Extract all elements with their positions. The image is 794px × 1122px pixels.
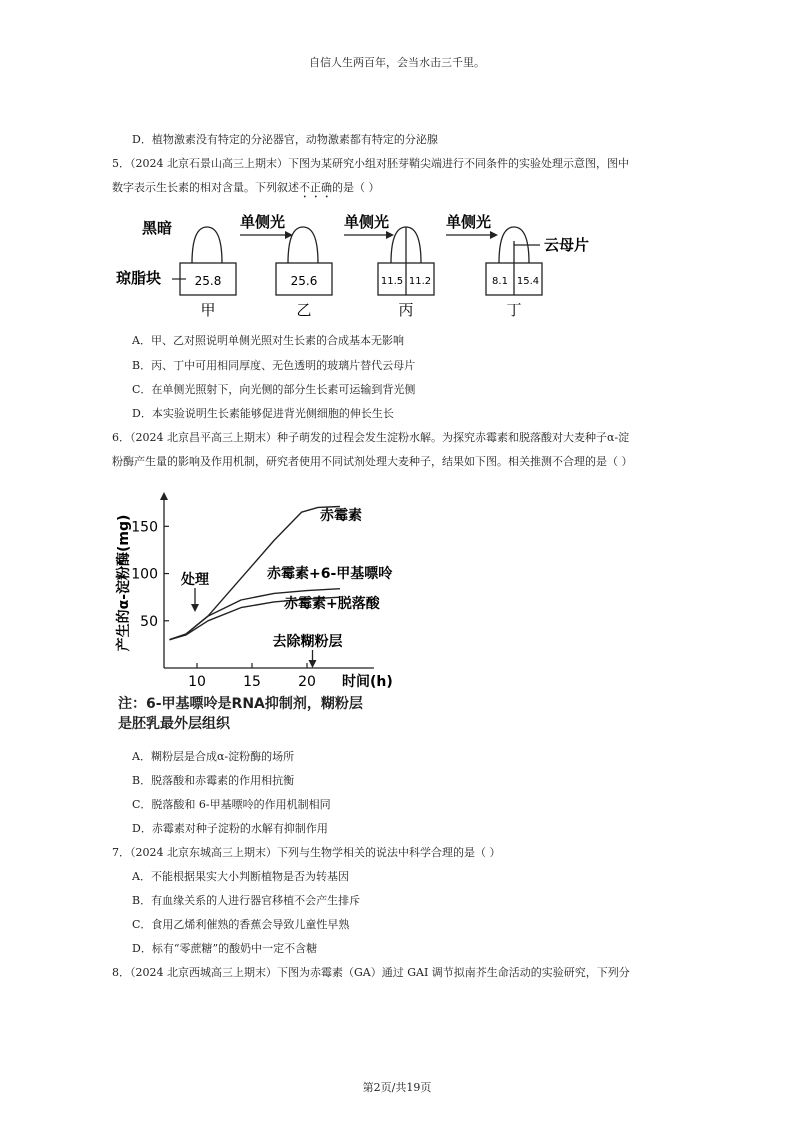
x-tick-label: 10 xyxy=(188,674,206,690)
coleoptile-tip-a xyxy=(192,227,222,263)
agar-label: 琼脂块 xyxy=(116,269,162,287)
series-label-1: 赤霉素+6-甲基嘌呤 xyxy=(267,566,393,582)
label-jia: 甲 xyxy=(200,301,216,319)
value-a: 25.8 xyxy=(194,274,222,288)
q6-option-a: A．糊粉层是合成α-淀粉酶的场所 xyxy=(132,750,295,763)
light-label-d: 单侧光 xyxy=(446,213,492,231)
q6-line-chart xyxy=(112,484,422,694)
q7-option-c: C．食用乙烯利催熟的香蕉会导致儿童性早熟 xyxy=(132,918,350,931)
q6-option-d: D．赤霉素对种子淀粉的水解有抑制作用 xyxy=(132,822,328,835)
light-arrowhead-d xyxy=(490,231,498,239)
q5-stem-line1: 5．（2024 北京石景山高三上期末）下图为某研究小组对胚芽鞘尖端进行不同条件的实验处理示意图，图中 xyxy=(112,157,629,170)
q7-option-d: D．标有“零蔗糖”的酸奶中一定不含糖 xyxy=(132,942,318,955)
light-label-c: 单侧光 xyxy=(344,213,390,231)
q5-option-a: A．甲、乙对照说明单侧光照对生长素的合成基本无影响 xyxy=(132,334,404,347)
q6-option-b: B．脱落酸和赤霉素的作用相抗衡 xyxy=(132,774,295,787)
label-ding: 丁 xyxy=(506,301,522,319)
q8-stem: 8．（2024 北京西城高三上期末）下图为赤霉素（GA）通过 GAI 调节拟南芥生命活动的实验研究，下列分 xyxy=(112,966,630,979)
y-tick-label: 100 xyxy=(131,566,158,583)
page-header: 自信人生两百年，会当水击三千里。 xyxy=(309,56,485,69)
q7-option-b: B．有血缘关系的人进行器官移植不会产生排斥 xyxy=(132,894,361,907)
note-line2: 是胚乳最外层组织 xyxy=(118,716,230,732)
x-tick-label: 20 xyxy=(298,674,316,690)
q6-chart-note xyxy=(118,694,363,734)
q6-stem-line1: 6．（2024 北京昌平高三上期末）种子萌发的过程会发生淀粉水解。为探究赤霉素和脱落酸对大麦种子α-淀 xyxy=(112,431,630,444)
series-label-0: 赤霉素 xyxy=(320,508,362,524)
annotation-treatment-arrowhead xyxy=(191,604,199,612)
q6-stem-line2: 粉酶产生量的影响及作用机制，研究者使用不同试剂处理大麦种子，结果如下图。相关推测不合理的是（ ） xyxy=(112,455,633,468)
q4-option-d: D．植物激素没有特定的分泌器官，动物激素都有特定的分泌腺 xyxy=(132,133,438,146)
x-tick-label: 15 xyxy=(243,674,261,690)
q5-stem-line2: 数字表示生长素的相对含量。下列叙述不正确的是（ ） xyxy=(112,181,380,194)
light-arrowhead-c xyxy=(386,231,394,239)
q5-option-b: B．丙、丁中可用相同厚度、无色透明的玻璃片替代云母片 xyxy=(132,359,416,372)
q5-emphasis: 不正确 xyxy=(299,181,332,194)
series-label-2: 赤霉素+脱落酸 xyxy=(284,596,380,612)
mica-label: 云母片 xyxy=(544,236,590,254)
y-tick-label: 150 xyxy=(131,519,158,536)
annotation-remove-layer: 去除糊粉层 xyxy=(272,634,343,650)
value-d-left: 8.1 xyxy=(492,276,508,287)
y-axis-arrowhead xyxy=(160,492,168,500)
annotation-treatment: 处理 xyxy=(181,572,209,588)
q7-stem: 7．（2024 北京东城高三上期末）下列与生物学相关的说法中科学合理的是（ ） xyxy=(112,846,501,859)
value-b: 25.6 xyxy=(290,274,318,288)
q5-option-d: D．本实验说明生长素能够促进背光侧细胞的伸长生长 xyxy=(132,407,394,420)
value-c-left: 11.5 xyxy=(380,276,404,287)
value-c-right: 11.2 xyxy=(408,276,432,287)
light-label-b: 单侧光 xyxy=(240,213,286,231)
y-axis-label: 产生的α-淀粉酶(mg) xyxy=(116,514,132,652)
q6-option-c: C．脱落酸和 6-甲基嘌呤的作用机制相同 xyxy=(132,798,331,811)
value-d-right: 15.4 xyxy=(516,276,540,287)
y-tick-label: 50 xyxy=(140,613,158,630)
note-line1: 注：6-甲基嘌呤是RNA抑制剂，糊粉层 xyxy=(118,696,363,712)
dark-label: 黑暗 xyxy=(142,219,173,237)
label-yi: 乙 xyxy=(296,301,312,319)
x-axis-label: 时间(h) xyxy=(342,674,393,690)
coleoptile-tip-b xyxy=(288,227,318,263)
label-bing: 丙 xyxy=(398,301,414,319)
page-footer: 第2页/共19页 xyxy=(362,1081,432,1094)
q5-experiment-figure xyxy=(110,205,610,325)
q5-option-c: C．在单侧光照射下，向光侧的部分生长素可运输到背光侧 xyxy=(132,383,416,396)
q7-option-a: A．不能根据果实大小判断植物是否为转基因 xyxy=(132,870,349,883)
annotation-remove-arrowhead xyxy=(309,660,317,668)
